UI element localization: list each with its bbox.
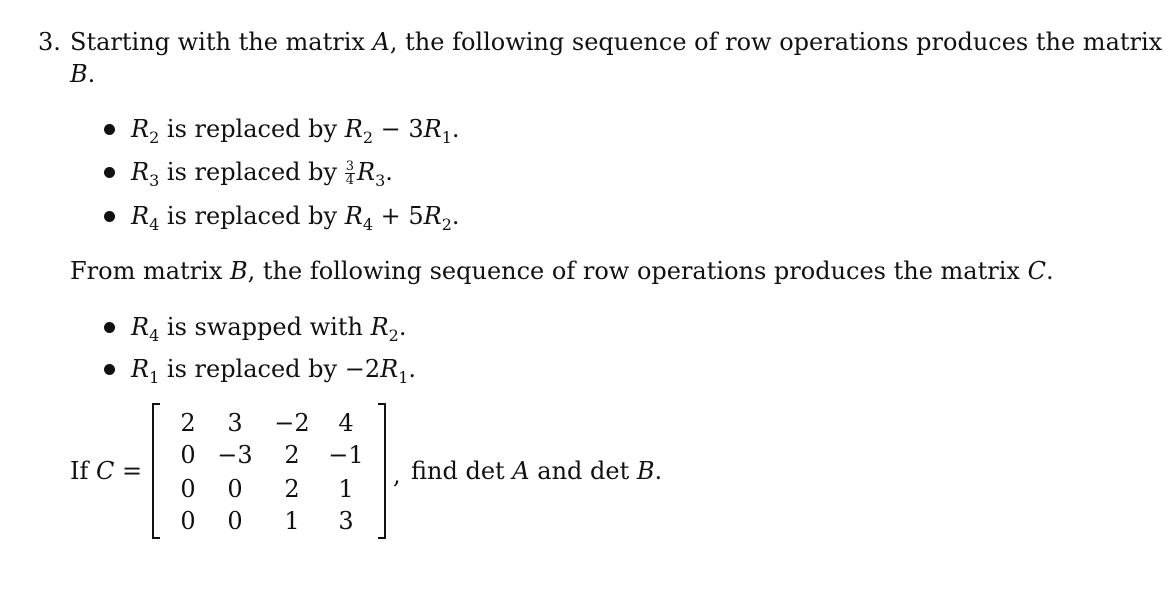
matrix-cell: 3	[227, 409, 243, 437]
op-to-c-2: $R_1$ is replaced by $-2R_1$.	[131, 355, 417, 387]
matrix-cell: −1	[328, 441, 364, 469]
from-b-text: From matrix B, the following sequence of row operations produces the matrix C.	[70, 257, 1054, 285]
matrix-cell: 0	[180, 441, 196, 469]
matrix-cell: 1	[338, 475, 354, 503]
matrix-cell: 3	[338, 507, 354, 535]
matrix-cell: 2	[180, 409, 196, 437]
matrix-comma: ,	[393, 461, 401, 489]
op-to-b-1: $R_2$ is replaced by $R_2 - 3R_1$.	[131, 115, 460, 147]
matrix-cell: 0	[227, 507, 243, 535]
op-to-b-2: $R_3$ is replaced by $\frac{3}{4}$ $R_3$.	[131, 158, 393, 190]
matrix-cell: −2	[274, 409, 310, 437]
right-bracket	[378, 403, 386, 539]
matrix-cell: 2	[284, 441, 300, 469]
op-to-b-3: $R_4$ is replaced by $R_4 + 5R_2$.	[131, 202, 460, 234]
op-to-c-1: $R_4$ is swapped with $R_2$.	[131, 313, 407, 345]
intro-line-2: B.	[70, 60, 96, 88]
left-bracket	[152, 403, 160, 539]
bullet-icon	[104, 364, 115, 375]
matrix-cell: 2	[284, 475, 300, 503]
intro-line-1: Starting with the matrix A, the following sequence of row operations produces the matrix	[70, 28, 1163, 56]
bullet-icon	[104, 167, 115, 178]
bullet-icon	[104, 124, 115, 135]
matrix-cell: 0	[180, 507, 196, 535]
if-c-label: If C =	[70, 457, 143, 485]
matrix-c	[152, 403, 386, 539]
problem-number: 3.	[38, 28, 61, 56]
matrix-cell: 4	[338, 409, 354, 437]
bullet-icon	[104, 322, 115, 333]
matrix-cell: 1	[284, 507, 300, 535]
matrix-cell: 0	[227, 475, 243, 503]
matrix-cell: 0	[180, 475, 196, 503]
question-text: find det A and det B.	[411, 457, 663, 485]
matrix-cell: −3	[217, 441, 253, 469]
bullet-icon	[104, 211, 115, 222]
